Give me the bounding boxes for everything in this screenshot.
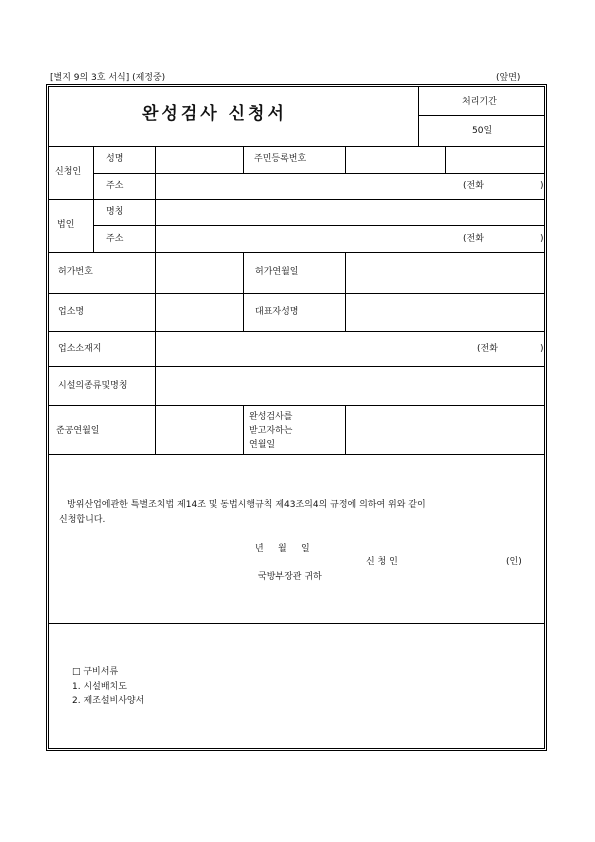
processing-period-value: 50일: [472, 126, 493, 136]
applicant-signature-label: 신 청 인: [366, 557, 398, 567]
completion-date-field[interactable]: [156, 408, 242, 452]
corp-address-field[interactable]: [156, 229, 456, 250]
address-label: 주소: [106, 181, 124, 191]
addressee: 국방부장관 귀하: [258, 572, 322, 582]
corp-address-label: 주소: [106, 234, 124, 244]
rrn-label: 주민등록번호: [254, 154, 307, 164]
corp-name-field[interactable]: [156, 202, 544, 223]
required-document-item: 2. 제조설비사양서: [72, 696, 145, 706]
completion-date-label: 준공연월일: [56, 426, 100, 436]
applicant-label: 신청인: [55, 167, 82, 177]
business-location-field[interactable]: [156, 334, 466, 364]
inspection-date-field[interactable]: [346, 408, 544, 452]
form-title: 완성검사 신청서: [142, 104, 287, 124]
statement-line-2: 신청합니다.: [59, 515, 106, 525]
business-phone-close: ): [540, 344, 544, 354]
inspection-date-label-line2: 받고자하는: [249, 426, 293, 436]
business-name-field[interactable]: [156, 296, 242, 329]
corp-phone-close: ): [540, 234, 544, 244]
seal-mark: (인): [506, 557, 522, 567]
license-number-label: 허가번호: [58, 267, 93, 277]
facility-type-label: 시설의종류및명칭: [58, 381, 128, 391]
license-number-field[interactable]: [156, 256, 242, 291]
name-label: 성명: [106, 154, 124, 164]
license-date-label: 허가연월일: [255, 267, 299, 277]
facility-type-field[interactable]: [156, 369, 544, 403]
required-documents-heading: □ 구비서류: [72, 667, 119, 677]
applicant-phone-close: ): [540, 181, 544, 191]
corporation-label: 법인: [57, 220, 75, 230]
processing-period-label: 처리기간: [462, 97, 497, 107]
name-field[interactable]: [156, 150, 242, 171]
representative-field[interactable]: [346, 296, 544, 329]
application-date: 년 월 일: [255, 544, 310, 554]
rrn-field[interactable]: [346, 150, 444, 171]
business-phone-label: (전화: [477, 344, 498, 354]
license-date-field[interactable]: [346, 256, 544, 291]
page-side-label: (앞면): [496, 73, 521, 83]
applicant-address-field[interactable]: [156, 176, 456, 197]
corp-name-label: 명칭: [106, 207, 124, 217]
form-number: [별지 9의 3호 서식] (제정중): [50, 73, 166, 83]
representative-label: 대표자성명: [255, 307, 299, 317]
inspection-date-label-line3: 연월일: [249, 440, 276, 450]
business-name-label: 업소명: [58, 307, 85, 317]
corp-phone-label: (전화: [463, 234, 484, 244]
inspection-date-label-line1: 완성검사를: [249, 412, 293, 422]
business-location-label: 업소소재지: [58, 344, 102, 354]
statement-line-1: 방위산업에관한 특별조치법 제14조 및 동법시행규칙 제43조의4의 규정에 의하여 위와 같이: [67, 500, 426, 510]
required-document-item: 1. 시설배치도: [72, 682, 127, 692]
applicant-phone-label: (전화: [463, 181, 484, 191]
